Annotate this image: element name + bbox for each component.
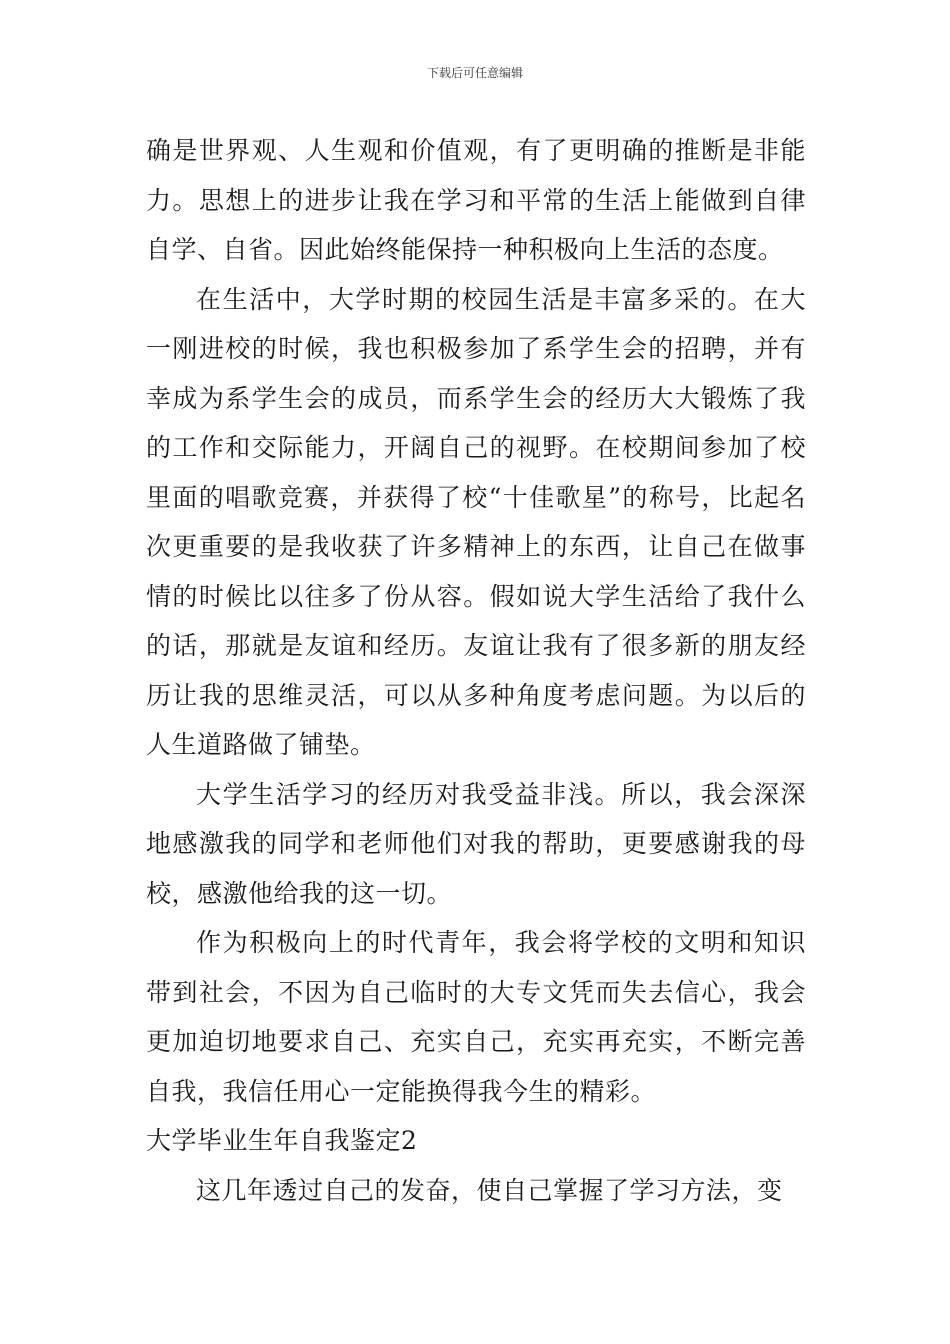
- paragraph-gratitude: 大学生活学习的经历对我受益非浅。所以，我会深深地感激我的同学和老师他们对我的帮助，更要感谢我的母校，感激他给我的这一切。: [146, 779, 806, 908]
- document-body: [146, 126, 806, 1215]
- section-title: 大学毕业生年自我鉴定2: [146, 1126, 418, 1155]
- page-header: 下载后可任意编辑: [426, 66, 523, 80]
- paragraph-campus-life: 在生活中，大学时期的校园生活是丰富多采的。在大一刚进校的时候，我也积极参加了系学生会的招聘，并有幸成为系学生会的成员，而系学生会的经历大大锻炼了我的工作和交际能力，开阔自己的视野。在校期间参加了校里面的唱歌竞赛，并获得了校“十佳歌星”的称号，比起名次更重要的是我收获了许多精神上的东西，让自己在做事情的时候比以往多了份从容。假如说大学生活给了我什么的话，那就是友谊和经历。友谊让我有了很多新的朋友经历让我的思维灵活，可以从多种角度考虑问题。为以后的人生道路做了铺垫。: [146, 284, 806, 759]
- paragraph-next-section: 这几年透过自己的发奋，使自己掌握了学习方法，变: [196, 1175, 783, 1205]
- paragraph-continued: 确是世界观、人生观和价值观，有了更明确的推断是非能力。思想上的进步让我在学习和平常的生活上能做到自律自学、自省。因此始终能保持一种积极向上生活的态度。: [146, 136, 806, 264]
- paragraph-future: 作为积极向上的时代青年，我会将学校的文明和知识带到社会，不因为自己临时的大专文凭而失去信心，我会更加迫切地要求自己、充实自己，充实再充实，不断完善自我，我信任用心一定能换得我今生的精彩。: [146, 928, 806, 1106]
